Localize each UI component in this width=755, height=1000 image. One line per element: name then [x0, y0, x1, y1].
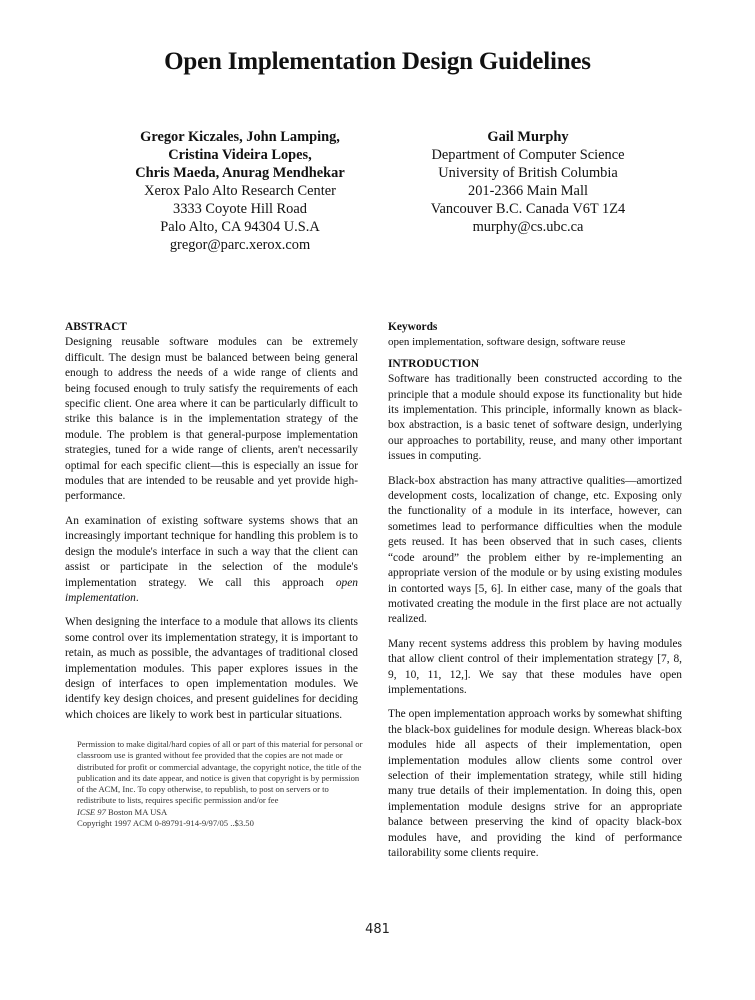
author-names-line: Chris Maeda, Anurag Mendhekar [135, 165, 345, 181]
right-column [388, 320, 682, 870]
conference-name: ICSE 97 [77, 806, 106, 817]
affiliation-line: Xerox Palo Alto Research Center [144, 183, 336, 199]
conference-line [77, 807, 367, 818]
author-email: gregor@parc.xerox.com [169, 237, 311, 253]
keywords-text: open implementation, software design, software reuse [388, 336, 626, 349]
introduction-heading: INTRODUCTION [388, 357, 480, 370]
abstract-paragraph: Designing reusable software modules can be extremely difficult. The design must be balanced between being general enough to address the needs of a wide range of clients and being focused enough to truly satisfy the requirements of each specific client. One area where it can be particularly difficult to strike this balance is in the implementation strategy of the module. The problem is that general-purpose implementation strategies, tuned for a wide range of clients, aren't necessarily optimal for each specific client—this is especially an issue for modules that are intended to be reusable and yet provide high-performance. [65, 336, 358, 503]
author-names-line: Cristina Videira Lopes, [168, 147, 312, 163]
author-names-line: Gregor Kiczales, John Lamping, [140, 129, 340, 145]
affiliation-line: University of British Columbia [438, 165, 618, 181]
affiliation-line: Department of Computer Science [431, 147, 625, 163]
affiliation-line: 3333 Coyote Hill Road [173, 201, 307, 217]
left-column [65, 320, 358, 732]
keywords-heading: Keywords [388, 321, 438, 333]
introduction-paragraph: Software has traditionally been constructed according to the principle that a module should expose its functionality but hide its implementation. This principle, informally known as black-box abstraction, is a basic tenet of software design, underlying our approaches to portability, reuse, and many other important issues in computing. [388, 373, 682, 463]
open-implementation-term: open implementation [65, 576, 358, 604]
introduction-paragraph: Many recent systems address this problem by having modules that allow client control of their implementation strategy [7, 8, 9, 10, 11, 12,]. We say that these modules have open implementations. [388, 637, 682, 696]
page-number: 481 [365, 922, 390, 937]
permission-text: Permission to make digital/hard copies of all or part of this material for personal or classroom use is granted without fee provided that the copies are not made or distributed for profit or commercial advantage, the copyright notice, the title of the publication and its date appear, and notice is given that copyright is by permission of the ACM, Inc. To copy otherwise, to republish, to post on servers or to redistribute to lists, requires specific permission and/or fee [77, 739, 363, 806]
abstract-paragraph-text: An examination of existing software systems shows that an increasingly important technique for handling this problem is to design the module's interface in such a way that the client can assist or participate in the selection of the module's implementation strategy. We call this approach [65, 514, 358, 589]
abstract-paragraph [65, 514, 358, 606]
affiliation-line: Vancouver B.C. Canada V6T 1Z4 [430, 201, 626, 217]
author-email: murphy@cs.ubc.ca [472, 219, 584, 235]
paper-title: Open Implementation Design Guidelines [164, 48, 591, 75]
copyright-line: Copyright 1997 ACM 0-89791-914-9/97/05 ..$3.50 [77, 818, 254, 829]
author-block-xerox [100, 128, 380, 254]
copyright-notice [77, 739, 367, 829]
abstract-heading: ABSTRACT [65, 321, 128, 333]
introduction-paragraph: Black-box abstraction has many attractive qualities—amortized development costs, localization of change, etc. Exposing only the functionality of a module in its interface, however, can sometimes lead to performance difficulties when the module gets reused. It has been observed that in such cases, clients “code around” the problem either by re-implementing an appropriate version of the module or by using existing modules in contorted ways [5, 6]. In either case, many of the goals that motivated creating the module in the first place are not actually realized. [388, 474, 682, 626]
abstract-paragraph: When designing the interface to a module that allows its clients some control over its implementation strategy, it is important to retain, as much as possible, the advantages of traditional closed implementation modules. This paper explores issues in the design of interfaces to open implementation modules. We identify key design choices, and present guidelines for deciding which choices are likely to work best in particular situations. [65, 616, 358, 721]
abstract-paragraph-end: . [135, 591, 139, 604]
author-names-line: Gail Murphy [487, 129, 569, 145]
affiliation-line: 201-2366 Main Mall [468, 183, 588, 199]
conference-location: Boston MA USA [108, 806, 168, 817]
affiliation-line: Palo Alto, CA 94304 U.S.A [160, 219, 320, 235]
author-block-ubc [398, 128, 658, 236]
introduction-paragraph: The open implementation approach works by somewhat shifting the black-box guidelines for module design. Whereas black-box modules hide all aspects of their implementation, open implementation modules allow clients some control over selection of their implementation strategy, while still hiding many true details of their implementation. In doing this, open implementation module designs strive for an appropriate balance between preserving the kind of opacity black-box modules have, and providing the kind of performance tailorability some clients require. [388, 708, 682, 859]
